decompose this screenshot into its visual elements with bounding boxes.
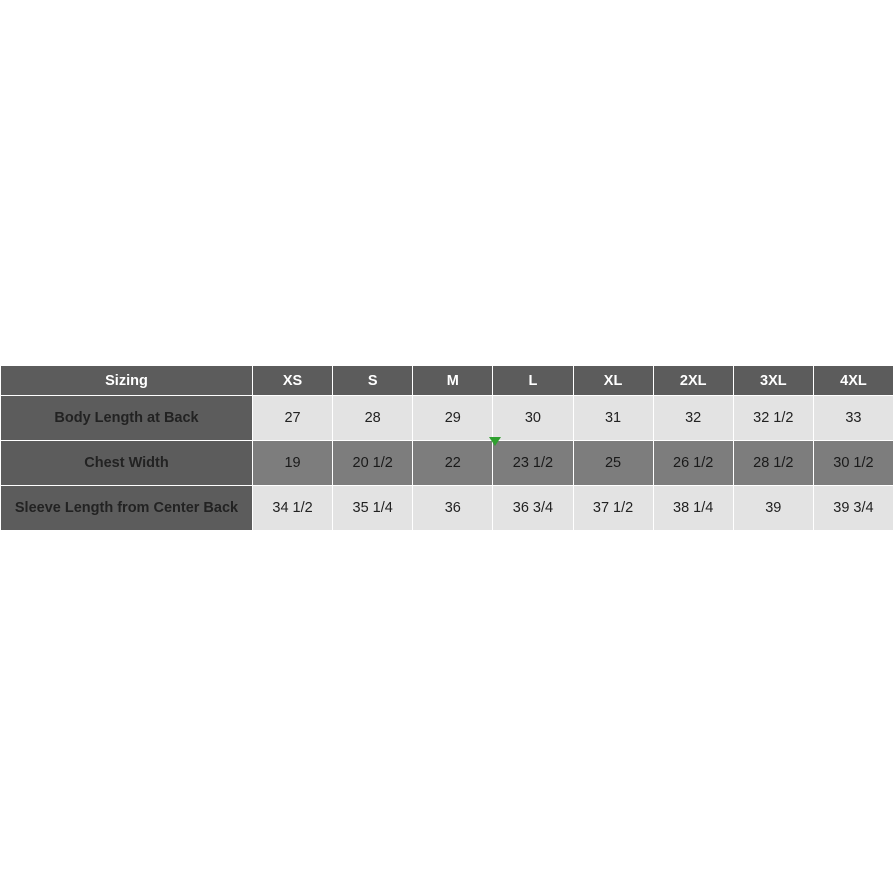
cell-sleeve-length-4xl: 39 3/4 <box>813 486 893 531</box>
column-header-sizing: Sizing <box>1 366 253 396</box>
table-row <box>1 396 894 441</box>
cell-body-length-3xl: 32 1/2 <box>733 396 813 441</box>
column-header-2xl: 2XL <box>653 366 733 396</box>
column-header-m: M <box>413 366 493 396</box>
table-header <box>1 366 894 396</box>
column-header-xl: XL <box>573 366 653 396</box>
column-header-xs: XS <box>253 366 333 396</box>
cell-chest-width-2xl: 26 1/2 <box>653 441 733 486</box>
table-header-row <box>1 366 894 396</box>
cell-body-length-m: 29 <box>413 396 493 441</box>
cell-body-length-4xl: 33 <box>813 396 893 441</box>
cell-chest-width-l: 23 1/2 <box>493 441 573 486</box>
row-label-chest-width: Chest Width <box>1 441 253 486</box>
cell-body-length-xl: 31 <box>573 396 653 441</box>
column-header-l: L <box>493 366 573 396</box>
cell-chest-width-m: 22 <box>413 441 493 486</box>
cell-sleeve-length-l: 36 3/4 <box>493 486 573 531</box>
cell-sleeve-length-xl: 37 1/2 <box>573 486 653 531</box>
table-body <box>1 396 894 531</box>
cell-chest-width-3xl: 28 1/2 <box>733 441 813 486</box>
table-row <box>1 486 894 531</box>
table-row <box>1 441 894 486</box>
row-label-body-length: Body Length at Back <box>1 396 253 441</box>
cell-body-length-l: 30 <box>493 396 573 441</box>
column-header-3xl: 3XL <box>733 366 813 396</box>
cell-chest-width-s: 20 1/2 <box>333 441 413 486</box>
cell-sleeve-length-s: 35 1/4 <box>333 486 413 531</box>
cell-body-length-2xl: 32 <box>653 396 733 441</box>
cell-chest-width-xs: 19 <box>253 441 333 486</box>
cell-sleeve-length-m: 36 <box>413 486 493 531</box>
cell-chest-width-4xl: 30 1/2 <box>813 441 893 486</box>
cell-sleeve-length-xs: 34 1/2 <box>253 486 333 531</box>
column-header-4xl: 4XL <box>813 366 893 396</box>
cell-sleeve-length-2xl: 38 1/4 <box>653 486 733 531</box>
cell-body-length-xs: 27 <box>253 396 333 441</box>
row-label-sleeve-length: Sleeve Length from Center Back <box>1 486 253 531</box>
cell-body-length-s: 28 <box>333 396 413 441</box>
cell-chest-width-xl: 25 <box>573 441 653 486</box>
column-header-s: S <box>333 366 413 396</box>
size-chart-container <box>0 365 894 531</box>
size-chart-table <box>0 365 894 531</box>
cell-sleeve-length-3xl: 39 <box>733 486 813 531</box>
